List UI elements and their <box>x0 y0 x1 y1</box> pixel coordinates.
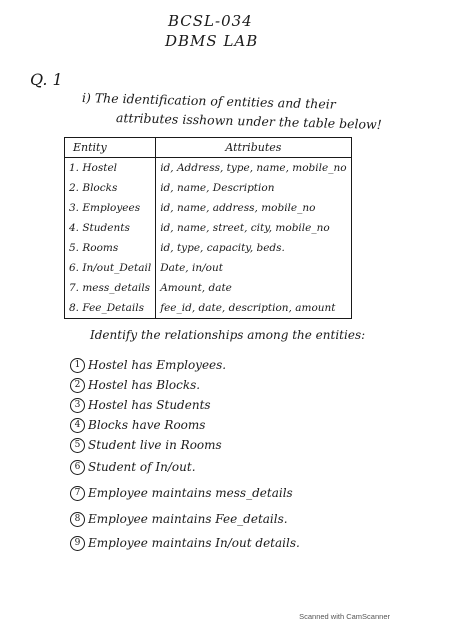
attributes-cell: id, type, capacity, beds. <box>156 238 351 258</box>
scanner-watermark: Scanned with CamScanner <box>299 612 390 621</box>
relationship-text: Student of In/out. <box>88 460 196 474</box>
entity-cell: 8. Fee_Details <box>65 298 156 319</box>
attributes-cell: Amount, date <box>156 278 351 298</box>
item-number-badge: 7 <box>70 486 85 501</box>
relationship-item <box>70 438 222 453</box>
table-row <box>65 218 352 238</box>
relationship-item <box>70 418 205 433</box>
attributes-cell: fee_id, date, description, amount <box>156 298 351 319</box>
item-number-badge: 6 <box>70 460 85 475</box>
attributes-cell: id, Address, type, name, mobile_no <box>156 158 351 179</box>
relationship-item <box>70 486 293 501</box>
relationship-item <box>70 358 226 373</box>
relationship-text: Student live in Rooms <box>88 438 222 452</box>
relationship-text: Employee maintains mess_details <box>88 486 293 500</box>
question-label: Q. 1 <box>30 70 63 89</box>
attributes-cell: id, name, Description <box>156 178 351 198</box>
attributes-cell: Date, in/out <box>156 258 351 278</box>
entity-cell: 5. Rooms <box>65 238 156 258</box>
item-number-badge: 9 <box>70 536 85 551</box>
item-number-badge: 3 <box>70 398 85 413</box>
attributes-cell: id, name, address, mobile_no <box>156 198 351 218</box>
relationship-item <box>70 398 211 413</box>
intro-line-2: attributes isshown under the table below! <box>115 110 382 132</box>
course-code: BCSL-034 <box>168 12 253 30</box>
relationships-heading: Identify the relationships among the entities: <box>90 328 366 342</box>
header-attributes: Attributes <box>156 138 351 158</box>
relationship-item <box>70 512 288 527</box>
lab-title: DBMS LAB <box>165 32 259 50</box>
table-row <box>65 258 352 278</box>
entity-cell: 4. Students <box>65 218 156 238</box>
relationship-text: Hostel has Employees. <box>88 358 227 372</box>
entity-cell: 2. Blocks <box>65 178 156 198</box>
table-row <box>65 238 352 258</box>
table-row <box>65 178 352 198</box>
item-number-badge: 8 <box>70 512 85 527</box>
table-row <box>65 298 352 319</box>
entity-cell: 3. Employees <box>65 198 156 218</box>
entity-cell: 1. Hostel <box>65 158 156 179</box>
relationship-text: Employee maintains Fee_details. <box>88 512 288 526</box>
entity-cell: 6. In/out_Detail <box>65 258 156 278</box>
attributes-cell: id, name, street, city, mobile_no <box>156 218 351 238</box>
item-number-badge: 4 <box>70 418 85 433</box>
item-number-badge: 5 <box>70 438 85 453</box>
entity-cell: 7. mess_details <box>65 278 156 298</box>
relationship-text: Employee maintains In/out details. <box>88 536 300 550</box>
item-number-badge: 2 <box>70 378 85 393</box>
relationship-text: Hostel has Blocks. <box>88 378 201 392</box>
table-header-row <box>65 138 352 158</box>
header-entity: Entity <box>65 138 156 158</box>
table-row <box>65 158 352 179</box>
table-row <box>65 278 352 298</box>
item-number-badge: 1 <box>70 358 85 373</box>
intro-line-1: i) The identification of entities and their <box>81 90 336 112</box>
relationship-text: Hostel has Students <box>88 398 211 412</box>
table-row <box>65 198 352 218</box>
relationship-item <box>70 460 196 475</box>
entity-attributes-table <box>64 137 352 319</box>
relationship-item <box>70 536 300 551</box>
relationship-text: Blocks have Rooms <box>88 418 206 432</box>
relationship-item <box>70 378 200 393</box>
